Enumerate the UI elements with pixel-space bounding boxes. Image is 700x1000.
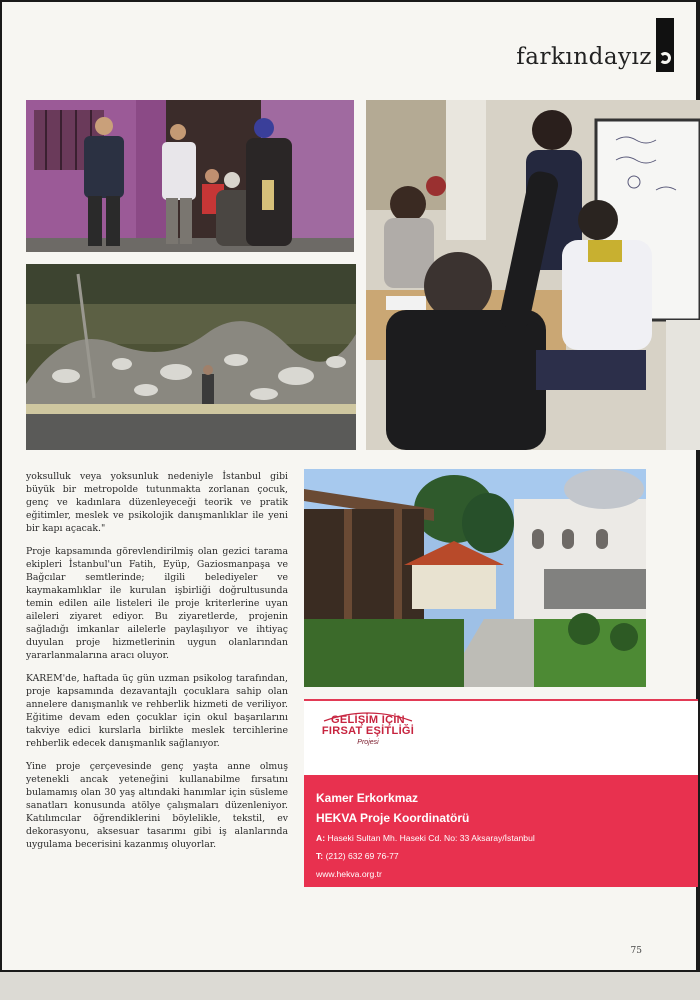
phone-label: T: bbox=[316, 851, 324, 861]
logo-line-2: FIRSAT EŞİTLİĞİ bbox=[321, 725, 415, 737]
scan-bottom-edge bbox=[0, 972, 700, 1000]
magazine-page bbox=[2, 2, 696, 970]
classroom-whiteboard-photo bbox=[366, 100, 700, 450]
section-header bbox=[516, 30, 674, 84]
family-doorway-photo bbox=[26, 100, 354, 252]
contact-address bbox=[316, 833, 535, 843]
article-paragraph: Proje kapsamında görevlendirilmiş olan gezici tarama ekipleri İstanbul'un Fatih, Eyüp, Gaziosmanpaşa ve Bağcılar semtlerinde; ilgili belediyeler ve kaymakamlıklar ile kurulan işbirliği doğrultusunda temin edilen aile listeleri ile proje kriterlerine uyan aileleri ziyaret ediyor. Bu ziyaretlerde, projenin sağladığı imkanlar ailelerle paylaşılıyor ve ihtiyaç duyulan proje hizmetlerinin uygun olanlarından yararlanmalarına aracı oluyor. bbox=[26, 546, 288, 661]
contact-website[interactable]: www.hekva.org.tr bbox=[316, 869, 382, 879]
project-logo bbox=[318, 715, 418, 746]
logo-line-3: Projesi bbox=[357, 739, 379, 746]
page-number: 75 bbox=[630, 946, 642, 956]
article-paragraph: Yine proje çerçevesinde genç yaşta anne olmuş yetenekli ancak yeteneğini kullanabilme fırsatını bulamamış olan 30 yaş altındaki hanımlar için süsleme sanatları konusunda atölye çalışmaları düzenleniyor. Katılımcılar öğrendiklerini böylelikle, tekstil, ev dekorasyonu, aksesuar tasarımı gibi iş alanlarında uygulama becerisini kazanmış oluyorlar. bbox=[26, 761, 288, 850]
contact-box bbox=[304, 775, 698, 887]
address-value: Haseki Sultan Mh. Haseki Cd. No: 33 Aksaray/İstanbul bbox=[327, 833, 535, 843]
contact-name: Kamer Erkorkmaz bbox=[316, 791, 419, 805]
phone-value: (212) 632 69 76-77 bbox=[325, 851, 399, 861]
faint-watermark-area bbox=[304, 887, 698, 932]
article-body bbox=[26, 470, 288, 861]
mosque-courtyard-photo bbox=[304, 469, 646, 687]
contact-phone bbox=[316, 851, 399, 861]
section-logo-icon bbox=[656, 18, 674, 72]
project-logo-box bbox=[304, 699, 698, 777]
article-paragraph: KAREM'de, haftada üç gün uzman psikolog tarafından, proje kapsamında dezavantajlı çocuklara sahip olan annelere danışmanlık ve rehberlik hizmeti de veriliyor. Eğitime devam eden çocuklar için okul başarılarını takviye edici kurslarla birlikte meslek tercihlerine rehberlik edecek danışmanlık sağlanıyor. bbox=[26, 673, 288, 749]
address-label: A: bbox=[316, 833, 326, 843]
section-title: farkındayız bbox=[516, 44, 652, 70]
article-paragraph: yoksulluk veya yoksunluk nedeniyle İstanbul gibi büyük bir metropolde tutunmakta zorlanan çocuk, genç ve kadınlara düzenleyeceği teorik ve pratik eğitimler, meslek ve psikolojik danışmanlıklar ile yeni bir kapı açacak." bbox=[26, 471, 288, 534]
logo-line-1: GELİŞİM İÇİN bbox=[331, 714, 405, 726]
contact-role: HEKVA Proje Koordinatörü bbox=[316, 811, 470, 825]
garbage-street-photo bbox=[26, 264, 356, 450]
